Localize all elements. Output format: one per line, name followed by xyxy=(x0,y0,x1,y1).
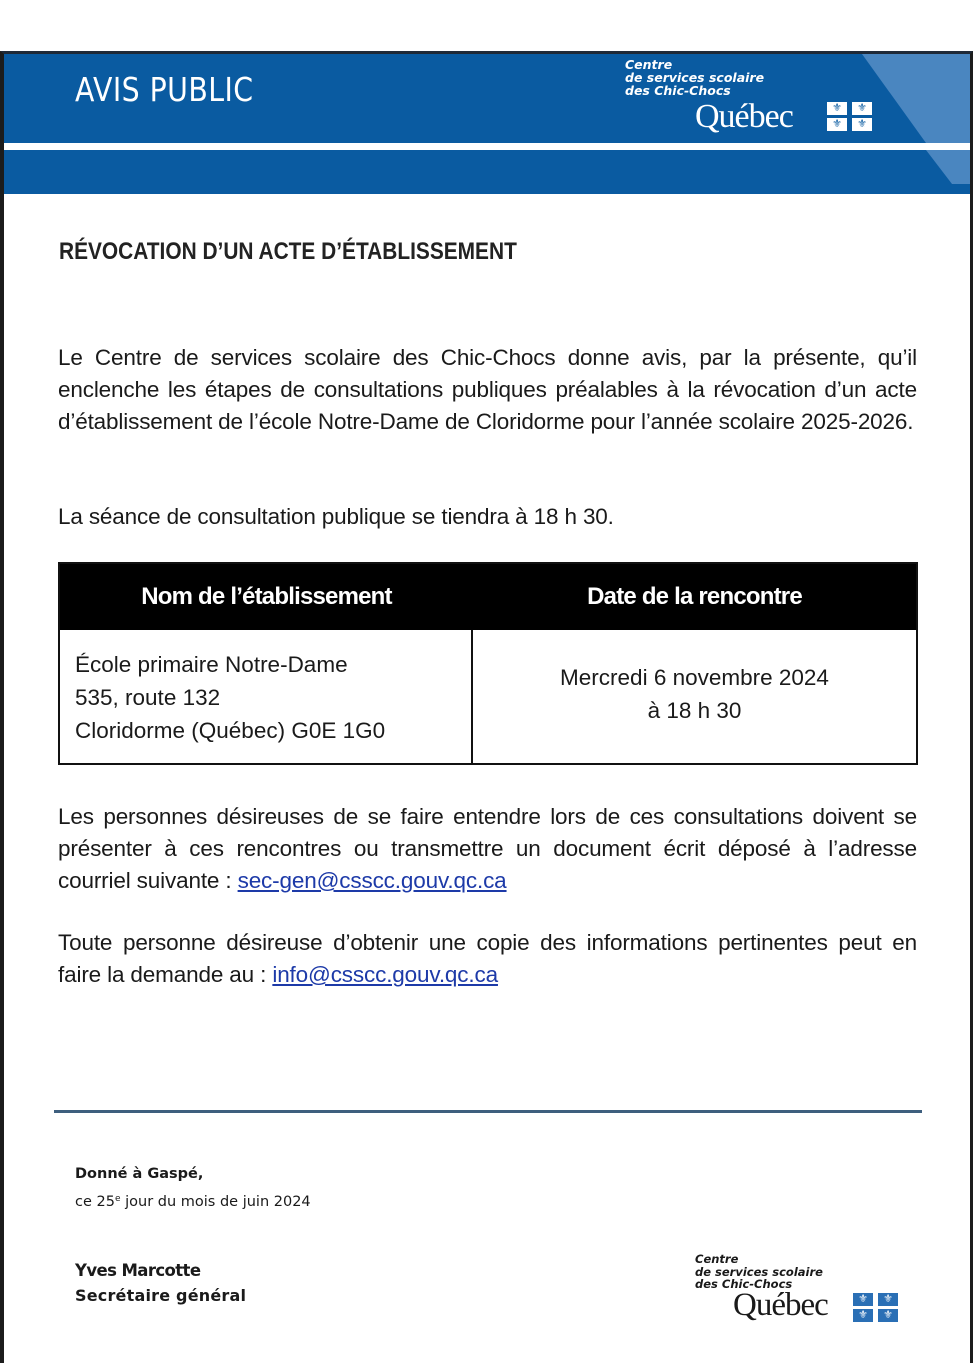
logo-org-line2: de services scolaire xyxy=(695,1264,823,1279)
paragraph-notice: Le Centre de services scolaire des Chic-Chocs donne avis, par la présente, qu’il enclenche les étapes de consultations publiques préalables à la révocation d’un acte d’établissement de l’école Notre-Dame de Cloridorme pour l’année scolaire 2025-2026. xyxy=(58,345,917,434)
info-email-link[interactable]: info@csscc.gouv.qc.ca xyxy=(272,962,498,987)
paragraph-information xyxy=(58,927,917,991)
fleur-de-lis-icon: ⚜ xyxy=(853,1309,873,1322)
quebec-flag-icon xyxy=(853,1293,898,1322)
footer-logo xyxy=(695,1253,915,1333)
table-row xyxy=(60,630,916,763)
quebec-flag-icon xyxy=(827,102,872,131)
column-header-establishment: Nom de l’établissement xyxy=(141,583,392,610)
given-at-block xyxy=(75,1162,311,1215)
footer-divider xyxy=(54,1110,922,1113)
table-header-row xyxy=(60,564,916,630)
logo-org-line3: des Chic-Chocs xyxy=(695,1277,793,1291)
fleur-de-lis-icon: ⚜ xyxy=(852,118,872,131)
given-place: Donné à Gaspé, xyxy=(75,1166,204,1182)
logo-org-line1: Centre xyxy=(625,57,673,72)
secretary-email-link[interactable]: sec-gen@csscc.gouv.qc.ca xyxy=(237,868,507,893)
given-date-rest: jour du mois de juin 2024 xyxy=(120,1194,311,1210)
given-date-day: ce 25 xyxy=(75,1194,115,1210)
fleur-de-lis-icon: ⚜ xyxy=(878,1293,898,1306)
paragraph-information-text: Toute personne désireuse d’obtenir une copie des informations pertinentes peut en faire la demande au : xyxy=(58,930,917,987)
logo-org-line3: des Chic-Chocs xyxy=(625,83,731,98)
given-date-ordinal: e xyxy=(114,1194,121,1204)
fleur-de-lis-icon: ⚜ xyxy=(852,102,872,115)
paragraph-submission xyxy=(58,801,917,897)
paragraph-submission-text: Les personnes désireuses de se faire entendre lors de ces consultations doivent se présenter à ces rencontres ou transmettre un document écrit déposé à l’adresse courriel suivante : xyxy=(58,804,917,893)
signer-role: Secrétaire général xyxy=(75,1286,247,1305)
notice-type-title: AVIS PUBLIC xyxy=(75,70,254,109)
logo-org-line1: Centre xyxy=(695,1252,739,1266)
column-header-date: Date de la rencontre xyxy=(587,583,802,610)
fleur-de-lis-icon: ⚜ xyxy=(878,1309,898,1322)
logo-wordmark: Québec xyxy=(733,1287,828,1323)
signature-block xyxy=(75,1258,246,1308)
logo-org-line2: de services scolaire xyxy=(625,70,765,85)
header-lower-diagonal-accent xyxy=(926,150,970,184)
fleur-de-lis-icon: ⚜ xyxy=(827,102,847,115)
header-logo xyxy=(625,58,885,138)
establishment-street: 535, route 132 xyxy=(75,685,221,710)
establishment-name: École primaire Notre-Dame xyxy=(75,652,348,677)
header-lower-band xyxy=(4,150,970,194)
establishment-city: Cloridorme (Québec) G0E 1G0 xyxy=(75,718,386,743)
header-white-stripe xyxy=(4,143,970,150)
paragraph-session-time: La séance de consultation publique se tiendra à 18 h 30. xyxy=(58,504,614,529)
meeting-time: à 18 h 30 xyxy=(647,697,742,723)
cell-meeting-date xyxy=(473,630,916,763)
fleur-de-lis-icon: ⚜ xyxy=(853,1293,873,1306)
logo-wordmark: Québec xyxy=(695,98,793,135)
signer-name: Yves Marcotte xyxy=(75,1261,201,1280)
document-title: RÉVOCATION D’UN ACTE D’ÉTABLISSEMENT xyxy=(59,238,517,265)
cell-establishment xyxy=(60,630,473,763)
meeting-table xyxy=(58,562,918,765)
meeting-date: Mercredi 6 novembre 2024 xyxy=(560,664,829,690)
fleur-de-lis-icon: ⚜ xyxy=(827,118,847,131)
given-date xyxy=(75,1187,311,1215)
